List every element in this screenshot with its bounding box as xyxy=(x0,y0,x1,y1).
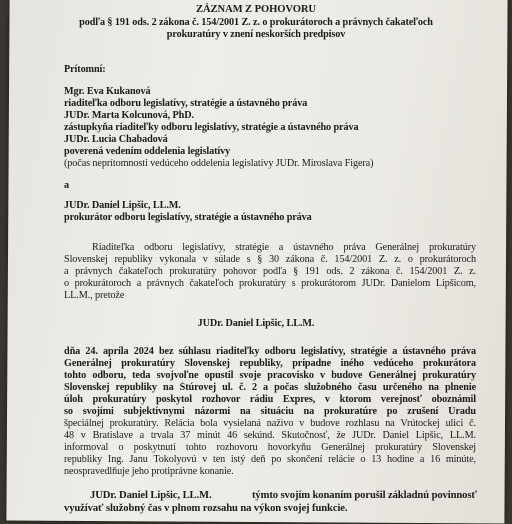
document-subtitle-line-2: prokuratúry v znení neskorších predpisov xyxy=(166,29,346,40)
attendee-3-name: JUDr. Lucia Chabadová xyxy=(64,134,168,145)
attendee-4-name: JUDr. Daniel Lipšic, LL.M. xyxy=(64,200,181,211)
paragraph-2-line: 48 v Bratislave a trvala 37 minút 46 sekúnd. Skutočnosť, že JUDr. Daniel Lipšic, LL.M. xyxy=(64,430,476,441)
paragraph-1-line: a právnych čakateľoch prokuratúry pohovor podľa § 191 ods. 2 zákona č. 154/2001 Z. z. xyxy=(64,266,476,277)
paragraph-1-line: LL.M., pretože xyxy=(64,290,125,301)
centered-name: JUDr. Daniel Lipšic, LL.M. xyxy=(197,318,315,329)
and-separator: a xyxy=(64,180,69,191)
attendee-4-role: prokurátor odboru legislatívy, stratégie a ústavného práva xyxy=(64,212,312,223)
paragraph-1-line: o prokurátoroch a právnych čakateľoch prokuratúry s prokurátorom JUDr. Danielom Lipšicom, xyxy=(64,278,476,289)
attendee-3-note: (počas neprítomnosti vedúceho oddelenia legislatívy JUDr. Miroslava Figera) xyxy=(64,158,374,169)
paragraph-2-line: Generálnej prokuratúry Slovenskej republiky, prípadne iného vedúceho prokurátora xyxy=(64,358,476,369)
document-title: ZÁZNAM Z POHOVORU xyxy=(196,4,316,15)
paragraph-3-name: JUDr. Daniel Lipšic, LL.M. xyxy=(90,490,212,501)
paragraph-3-text: týmto svojím konaním porušil základnú povinnosť xyxy=(252,490,477,501)
document-subtitle-line-1: podľa § 191 ods. 2 zákona č. 154/2001 Z. z. o prokurátoroch a právnych čakateľoch xyxy=(79,17,433,28)
paragraph-1-line: Riaditeľka odboru legislatívy, stratégie a ústavného práva Generálnej prokuratúry xyxy=(92,242,476,253)
attendee-1-name: Mgr. Eva Kukanová xyxy=(64,86,151,97)
paragraph-1-line: Slovenskej republiky vykonala v súlade s § 30 zákona č. 154/2001 Z. z. o prokurátoroch xyxy=(64,254,476,265)
attendee-2-name: JUDr. Marta Kolcunová, PhD. xyxy=(64,110,194,121)
paragraph-2-line: republiky Ing. Janu Tokolyovú v ten istý deň po skončení relácie o 13 hodine a 16 minúte, xyxy=(64,454,476,465)
paragraph-2-line: neospravedlňuje jeho protiprávne konanie. xyxy=(64,466,234,477)
paragraph-2-line: dňa 24. apríla 2024 bez súhlasu riaditeľky odboru legislatívy, stratégie a ústavného práva xyxy=(64,346,476,357)
paragraph-2-line: Slovenskej republiky na Štúrovej ul. č. 2 a počas služobného času určeného na plnenie xyxy=(64,382,476,393)
attendee-2-role: zástupkyňa riaditeľky odboru legislatívy, stratégie a ústavného práva xyxy=(64,122,359,133)
paragraph-2-line: špeciálnej prokuratúry. Relácia bola vysielaná naživo v budove rozhlasu na Vrútockej ulici č. xyxy=(64,418,476,429)
paragraph-2-line: so svojími subjektívnymi názormi na situáciu na prokuratúre po zrušení Úradu xyxy=(64,406,476,417)
paragraph-2-line: informoval o poskytnutí tohto rozhovoru hovorkyňu Generálnej prokuratúry Slovenskej xyxy=(64,442,476,453)
paragraph-2-line: tohto odboru, teda svojvoľne opustil svoje pracovisko v budove Generálnej prokuratúry xyxy=(64,370,476,381)
paragraph-3-line-2: využívať služobný čas v plnom rozsahu na výkon svojej funkcie. xyxy=(64,503,348,514)
attendee-1-role: riaditeľka odboru legislatívy, stratégie a ústavného práva xyxy=(64,98,308,109)
present-label: Prítomní: xyxy=(64,64,106,75)
attendee-3-role: poverená vedením oddelenia legislatívy xyxy=(64,146,231,157)
paragraph-2-line: úloh prokuratúry poskytol rozhovor rádiu Expres, v ktorom verejnosť oboznámil xyxy=(64,394,476,405)
